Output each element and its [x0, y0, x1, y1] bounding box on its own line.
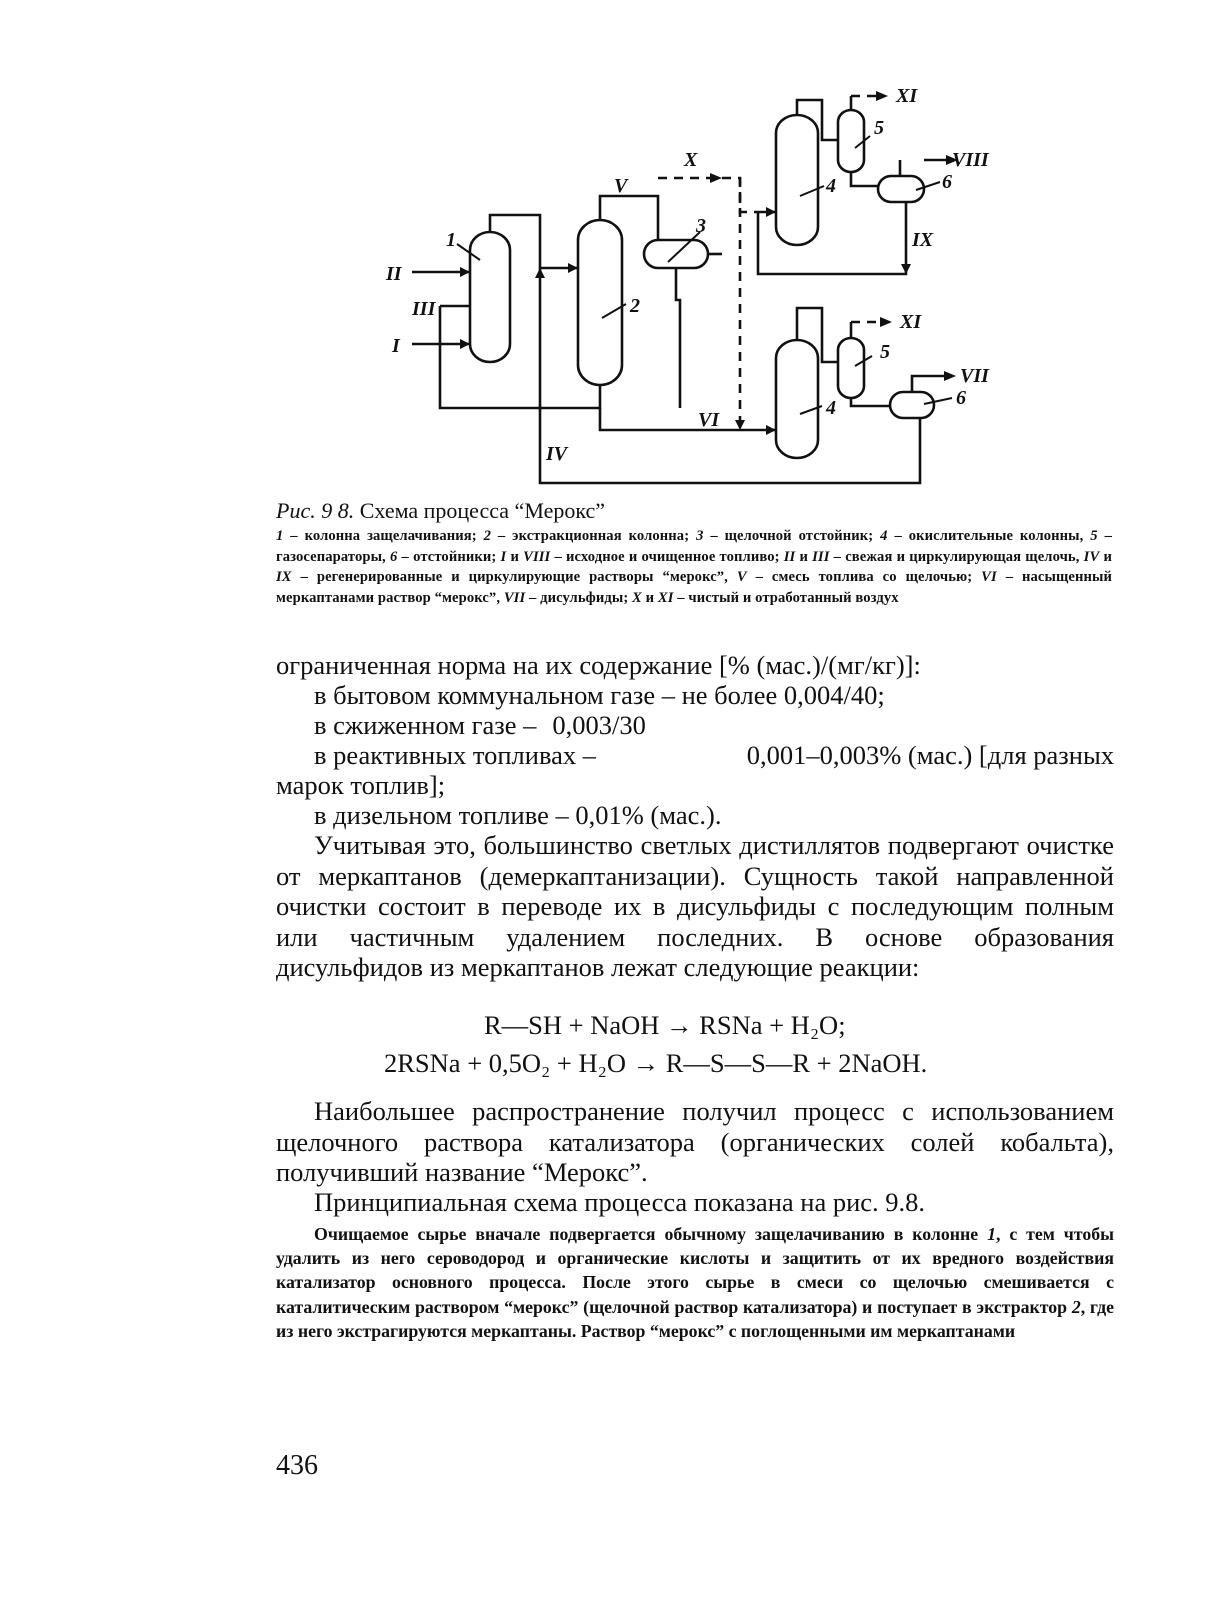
small-ref-1: 1 [987, 1224, 996, 1244]
stream-VI-line [600, 408, 776, 430]
body-line-3 [314, 710, 646, 740]
figure-caption-title [276, 498, 605, 524]
legend-text: – свежая и циркулирующая щелочь, [829, 548, 1084, 565]
label-I: I [392, 335, 400, 357]
legend-num: 2 [483, 528, 492, 544]
settler-6-bottom [890, 392, 934, 418]
legend-text: – чистый и отработанный воздух [673, 589, 899, 606]
legend-text: – экстракционная колонна; [491, 528, 697, 544]
legend-text: – отстойники; [397, 548, 501, 565]
legend-num: IX [276, 569, 292, 585]
body-line-4-value: 0,001–0,003% (мас.) [для разных [746, 740, 1114, 770]
legend-num: X [632, 589, 642, 606]
legend-text: – дисульфиды; [525, 589, 633, 606]
legend-text: – смесь топлива со щелочью; [746, 569, 982, 585]
label-4-bottom: 4 [826, 397, 836, 419]
label-X: X [684, 149, 698, 171]
small-ref-2: 2 [1071, 1296, 1081, 1317]
label-2: 2 [630, 295, 640, 317]
label-5-top: 5 [874, 117, 884, 139]
label-5-bottom: 5 [880, 341, 890, 363]
paragraph-1: Учитывая это, большинство светлых дистиллятов подвергают очистке от меркаптанов (демеркаптанизации). Сущность такой направленной очистки состоит в переводе их в дисульфиды с последующим полным или частичным удалением последних. В основе образования дисульфидов из меркаптанов лежат следующие реакции: [276, 830, 1114, 982]
small-paragraph-text [276, 1222, 1114, 1343]
legend-num: IV [1083, 548, 1100, 565]
body-line-3-value: 0,003/30 [552, 710, 646, 740]
label-IX: IX [912, 229, 934, 251]
figure-number: Рис. 9 8. [276, 498, 355, 523]
legend-num: 4 [880, 528, 888, 544]
label-XI-top: XI [896, 85, 918, 107]
small-text-c: , где из него экстрагируются меркаптаны. Раствор “мерокс” с поглощенными им меркаптанами [276, 1296, 1114, 1341]
figure-title: Схема процесса “Мерокс” [359, 498, 606, 523]
label-4-top: 4 [826, 175, 836, 197]
legend-num: 5 [1090, 528, 1098, 544]
line-alkali-recycle [440, 306, 600, 408]
legend-num: 3 [696, 528, 704, 544]
legend-num: III [812, 548, 830, 565]
legend-num: II [783, 548, 796, 565]
body-line-4 [314, 740, 1114, 770]
legend-text: и [506, 548, 524, 565]
paragraph-2: Наибольшее распространение получил процесс с использованием щелочного раствора катализатора (органических солей кобальта), получивший название “Мерокс”. [276, 1096, 1114, 1187]
page-number: 436 [276, 1450, 318, 1481]
separator-5-top [838, 110, 864, 172]
legend-text: – колонна защелачивания; [283, 528, 484, 544]
label-VI: VI [698, 409, 720, 431]
body-line-6: в дизельном топливе – 0,01% (мас.). [314, 800, 722, 830]
figure-legend [276, 526, 1112, 608]
legend-num: VII [503, 589, 526, 606]
legend-text: – исходное и очищенное топливо; [550, 548, 784, 565]
line-1-to-2 [490, 215, 578, 268]
legend-text: – регенерированные и циркулирующие растворы “мерокс”, [291, 569, 737, 585]
legend-num: 6 [389, 548, 398, 565]
legend-text: – насыщенный меркаптанами раствор “мерокс”, [276, 569, 1113, 606]
body-line-5: марок топлив]; [276, 770, 446, 800]
label-VIII: VIII [952, 149, 989, 171]
line-2-to-3 [600, 196, 658, 240]
body-line-3-label: в сжиженном газе – [314, 710, 537, 740]
formula-2: 2RSNa + 0,5O₂ + H₂O → R—S—S—R + 2NaOH. [384, 1048, 928, 1078]
column-2 [578, 220, 622, 385]
label-V: V [614, 175, 628, 197]
legend-num: I [500, 548, 507, 565]
label-1: 1 [446, 229, 456, 251]
body-line-1: ограниченная норма на их содержание [% (мас.)/(мг/кг)]: [276, 650, 921, 680]
legend-num: XI [657, 589, 674, 606]
label-3: 3 [696, 215, 706, 237]
label-VII: VII [960, 365, 989, 387]
legend-num: VI [981, 569, 997, 585]
column-4-bottom [776, 340, 818, 458]
legend-text: – щелочной отстойник; [703, 528, 881, 544]
legend-text: – газосепараторы, [276, 528, 1112, 565]
column-1 [470, 232, 510, 362]
formula-1: R—SH + NaOH → RSNa + H₂O; [484, 1010, 846, 1040]
label-II: II [386, 263, 402, 285]
merox-process-diagram [370, 80, 990, 492]
legend-num: V [736, 569, 747, 585]
label-XI-bottom: XI [900, 311, 922, 333]
small-paragraph [276, 1222, 1114, 1343]
label-III: III [412, 298, 436, 320]
legend-text: и [641, 589, 658, 606]
legend-num: 1 [276, 528, 284, 544]
body-line-2: в бытовом коммунальном газе – не более 0,004/40; [314, 680, 885, 710]
separator-5-bottom [838, 338, 864, 398]
body-line-4-label: в реактивных топливах – [314, 740, 597, 770]
label-IV: IV [546, 443, 568, 465]
paragraph-3: Принципиальная схема процесса показана на рис. 9.8. [314, 1187, 926, 1217]
legend-text: и [795, 548, 813, 565]
small-text-a: Очищаемое сырье вначале подвергается обычному защелачиванию в колонне [314, 1224, 988, 1244]
legend-text: – окислительные колонны, [887, 528, 1091, 544]
legend-text: и [1099, 548, 1112, 565]
column-4-top [776, 115, 818, 245]
label-6-top: 6 [942, 171, 952, 193]
label-6-bottom: 6 [956, 387, 966, 409]
legend-num: VIII [523, 548, 551, 565]
small-text-b: , с тем чтобы удалить из него сероводород и органические кислоты и защитить от их вредного воздействия катализатор основного процесса. После этого сырье в смеси со щелочью смешивается с каталитическим раствором “мерокс” (щелочной раствор катализатора) и поступает в экстрактор [276, 1224, 1114, 1317]
